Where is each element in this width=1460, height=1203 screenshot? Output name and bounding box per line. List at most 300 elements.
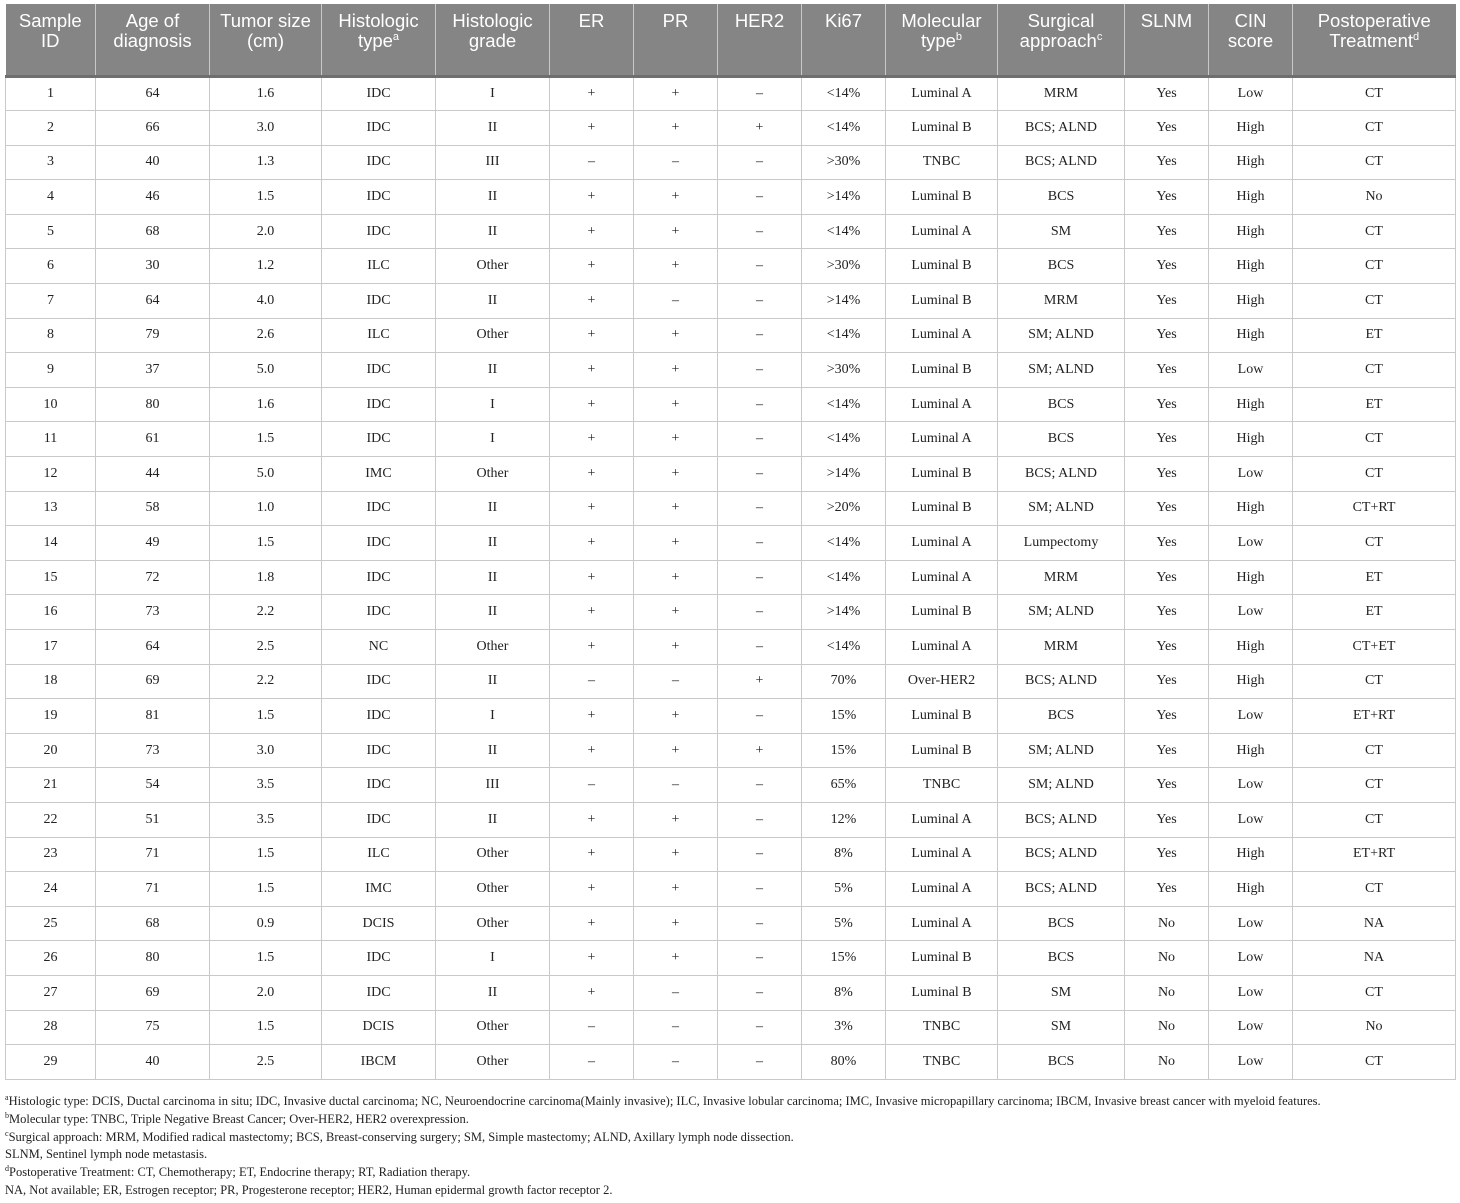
table-cell: + xyxy=(634,733,718,768)
table-cell: – xyxy=(718,768,802,803)
table-cell: <14% xyxy=(802,422,886,457)
table-cell: + xyxy=(550,214,634,249)
table-row xyxy=(6,491,1456,526)
table-cell: – xyxy=(718,249,802,284)
table-cell: 1.6 xyxy=(210,76,322,111)
footnotes xyxy=(5,1093,1455,1200)
table-cell: 6 xyxy=(6,249,96,284)
table-cell: Luminal B xyxy=(886,699,998,734)
table-cell: + xyxy=(550,975,634,1010)
table-cell: >20% xyxy=(802,491,886,526)
table-cell: ET+RT xyxy=(1293,699,1456,734)
table-cell: + xyxy=(550,249,634,284)
table-cell: 51 xyxy=(96,802,210,837)
table-cell: 1.6 xyxy=(210,387,322,422)
table-cell: 69 xyxy=(96,664,210,699)
table-cell: 12% xyxy=(802,802,886,837)
table-cell: 64 xyxy=(96,76,210,111)
table-cell: CT+ET xyxy=(1293,630,1456,665)
table-cell: >30% xyxy=(802,145,886,180)
table-cell: MRM xyxy=(998,76,1125,111)
table-cell: No xyxy=(1125,1045,1209,1080)
table-cell: 23 xyxy=(6,837,96,872)
table-cell: <14% xyxy=(802,630,886,665)
table-cell: NA xyxy=(1293,941,1456,976)
column-header-label: Histologic type xyxy=(338,10,419,51)
table-cell: 8% xyxy=(802,975,886,1010)
table-cell: BCS xyxy=(998,941,1125,976)
footnote-text: Molecular type: TNBC, Triple Negative Breast Cancer; Over-HER2, HER2 overexpression. xyxy=(9,1111,469,1126)
table-cell: 68 xyxy=(96,906,210,941)
table-row xyxy=(6,457,1456,492)
table-cell: Yes xyxy=(1125,180,1209,215)
table-cell: Yes xyxy=(1125,457,1209,492)
table-cell: Yes xyxy=(1125,630,1209,665)
table-cell: + xyxy=(634,872,718,907)
table-cell: – xyxy=(718,387,802,422)
table-row xyxy=(6,180,1456,215)
table-cell: + xyxy=(634,387,718,422)
table-cell: Yes xyxy=(1125,491,1209,526)
table-cell: + xyxy=(550,111,634,146)
table-cell: 37 xyxy=(96,353,210,388)
table-cell: DCIS xyxy=(322,1010,436,1045)
footnote-text: Histologic type: DCIS, Ductal carcinoma in situ; IDC, Invasive ductal carcinoma; NC, Neuroendocrine carcinoma(Mainly invasive); ILC, Invasive lobular carcinoma; IMC, Invasive micropapillary carcinoma; IBCM, Invasive breast cancer with myeloid features. xyxy=(8,1094,1321,1108)
table-cell: BCS xyxy=(998,906,1125,941)
table-cell: 9 xyxy=(6,353,96,388)
table-cell: – xyxy=(718,422,802,457)
table-cell: 2.5 xyxy=(210,1045,322,1080)
table-cell: 73 xyxy=(96,595,210,630)
table-cell: TNBC xyxy=(886,768,998,803)
table-cell: II xyxy=(436,491,550,526)
table-cell: + xyxy=(550,422,634,457)
table-cell: II xyxy=(436,975,550,1010)
table-cell: 2 xyxy=(6,111,96,146)
table-cell: 80 xyxy=(96,387,210,422)
table-cell: III xyxy=(436,768,550,803)
table-cell: BCS; ALND xyxy=(998,145,1125,180)
table-cell: >14% xyxy=(802,457,886,492)
table-cell: Luminal B xyxy=(886,733,998,768)
table-cell: Luminal B xyxy=(886,111,998,146)
table-cell: 80 xyxy=(96,941,210,976)
table-cell: <14% xyxy=(802,387,886,422)
table-cell: + xyxy=(550,318,634,353)
table-cell: <14% xyxy=(802,214,886,249)
table-cell: High xyxy=(1209,145,1293,180)
table-row xyxy=(6,768,1456,803)
table-cell: Yes xyxy=(1125,353,1209,388)
column-header xyxy=(1293,4,1456,76)
table-cell: No xyxy=(1125,941,1209,976)
column-header-label: SLNM xyxy=(1140,10,1193,31)
footnote-marker: d xyxy=(5,1164,9,1174)
table-row xyxy=(6,733,1456,768)
table-cell: Yes xyxy=(1125,111,1209,146)
table-cell: CT xyxy=(1293,768,1456,803)
table-cell: 75 xyxy=(96,1010,210,1045)
table-cell: 16 xyxy=(6,595,96,630)
table-row xyxy=(6,872,1456,907)
table-row xyxy=(6,353,1456,388)
table-row xyxy=(6,387,1456,422)
table-cell: TNBC xyxy=(886,1045,998,1080)
table-cell: SM; ALND xyxy=(998,353,1125,388)
column-header-label: Molecular type xyxy=(901,10,982,51)
table-cell: II xyxy=(436,560,550,595)
table-cell: 68 xyxy=(96,214,210,249)
table-cell: 40 xyxy=(96,145,210,180)
table-cell: Luminal B xyxy=(886,975,998,1010)
table-cell: Low xyxy=(1209,595,1293,630)
table-cell: + xyxy=(634,180,718,215)
table-cell: + xyxy=(634,560,718,595)
table-cell: SM; ALND xyxy=(998,595,1125,630)
table-cell: II xyxy=(436,664,550,699)
column-header xyxy=(886,4,998,76)
table-cell: 7 xyxy=(6,284,96,319)
table-cell: 5 xyxy=(6,214,96,249)
table-cell: IDC xyxy=(322,214,436,249)
table-cell: 11 xyxy=(6,422,96,457)
table-cell: Yes xyxy=(1125,733,1209,768)
table-cell: High xyxy=(1209,318,1293,353)
table-cell: CT xyxy=(1293,1045,1456,1080)
table-cell: ET xyxy=(1293,387,1456,422)
table-cell: 58 xyxy=(96,491,210,526)
table-cell: Luminal A xyxy=(886,526,998,561)
footnote xyxy=(5,1111,1455,1129)
table-cell: BCS; ALND xyxy=(998,664,1125,699)
table-cell: High xyxy=(1209,111,1293,146)
table-cell: Low xyxy=(1209,768,1293,803)
table-cell: 2.6 xyxy=(210,318,322,353)
table-row xyxy=(6,1010,1456,1045)
table-cell: I xyxy=(436,941,550,976)
table-cell: Luminal B xyxy=(886,249,998,284)
table-row xyxy=(6,526,1456,561)
table-cell: Low xyxy=(1209,699,1293,734)
table-cell: 3.5 xyxy=(210,768,322,803)
table-cell: 66 xyxy=(96,111,210,146)
table-cell: BCS xyxy=(998,249,1125,284)
table-row xyxy=(6,76,1456,111)
table-cell: + xyxy=(634,595,718,630)
table-cell: 54 xyxy=(96,768,210,803)
table-cell: 2.0 xyxy=(210,975,322,1010)
table-cell: 1.5 xyxy=(210,699,322,734)
table-cell: >30% xyxy=(802,249,886,284)
table-cell: Low xyxy=(1209,353,1293,388)
table-cell: Other xyxy=(436,1045,550,1080)
table-cell: BCS; ALND xyxy=(998,837,1125,872)
table-cell: 49 xyxy=(96,526,210,561)
table-cell: – xyxy=(718,491,802,526)
table-cell: CT xyxy=(1293,353,1456,388)
table-cell: High xyxy=(1209,422,1293,457)
table-cell: II xyxy=(436,214,550,249)
table-cell: I xyxy=(436,387,550,422)
table-cell: + xyxy=(634,630,718,665)
table-cell: ET xyxy=(1293,560,1456,595)
table-cell: II xyxy=(436,526,550,561)
table-cell: IDC xyxy=(322,387,436,422)
table-cell: – xyxy=(634,145,718,180)
table-cell: Yes xyxy=(1125,284,1209,319)
column-header-label: CIN score xyxy=(1227,10,1274,51)
table-cell: 4.0 xyxy=(210,284,322,319)
table-cell: 2.2 xyxy=(210,664,322,699)
table-cell: Over-HER2 xyxy=(886,664,998,699)
table-cell: 64 xyxy=(96,630,210,665)
table-cell: 64 xyxy=(96,284,210,319)
table-cell: Luminal A xyxy=(886,630,998,665)
table-cell: Luminal B xyxy=(886,284,998,319)
table-cell: Other xyxy=(436,837,550,872)
table-cell: Other xyxy=(436,1010,550,1045)
table-cell: BCS; ALND xyxy=(998,111,1125,146)
table-cell: Low xyxy=(1209,457,1293,492)
table-cell: 12 xyxy=(6,457,96,492)
table-cell: 1.5 xyxy=(210,422,322,457)
table-cell: >14% xyxy=(802,595,886,630)
table-cell: Luminal A xyxy=(886,422,998,457)
table-row xyxy=(6,595,1456,630)
table-cell: CT xyxy=(1293,457,1456,492)
table-cell: Low xyxy=(1209,1045,1293,1080)
table-cell: BCS xyxy=(998,699,1125,734)
table-cell: 1 xyxy=(6,76,96,111)
table-cell: Low xyxy=(1209,526,1293,561)
table-cell: <14% xyxy=(802,560,886,595)
table-cell: Yes xyxy=(1125,872,1209,907)
table-row xyxy=(6,422,1456,457)
table-cell: + xyxy=(634,76,718,111)
table-cell: IDC xyxy=(322,353,436,388)
table-cell: CT xyxy=(1293,526,1456,561)
table-cell: II xyxy=(436,111,550,146)
table-cell: 5% xyxy=(802,906,886,941)
table-cell: ET xyxy=(1293,318,1456,353)
table-cell: Luminal B xyxy=(886,457,998,492)
table-cell: SM; ALND xyxy=(998,733,1125,768)
table-cell: 69 xyxy=(96,975,210,1010)
table-cell: + xyxy=(634,906,718,941)
table-row xyxy=(6,560,1456,595)
table-cell: High xyxy=(1209,491,1293,526)
table-cell: Luminal A xyxy=(886,802,998,837)
table-cell: 13 xyxy=(6,491,96,526)
column-header xyxy=(550,4,634,76)
table-cell: – xyxy=(718,318,802,353)
table-cell: + xyxy=(550,699,634,734)
table-cell: Yes xyxy=(1125,595,1209,630)
table-cell: + xyxy=(634,249,718,284)
table-cell: High xyxy=(1209,284,1293,319)
table-cell: 61 xyxy=(96,422,210,457)
table-cell: IDC xyxy=(322,76,436,111)
footnote-marker: a xyxy=(5,1092,9,1102)
table-cell: CT xyxy=(1293,249,1456,284)
table-cell: SM; ALND xyxy=(998,318,1125,353)
table-cell: + xyxy=(550,733,634,768)
table-cell: I xyxy=(436,76,550,111)
table-cell: Yes xyxy=(1125,802,1209,837)
table-cell: 73 xyxy=(96,733,210,768)
table-cell: 29 xyxy=(6,1045,96,1080)
table-cell: Yes xyxy=(1125,699,1209,734)
table-cell: I xyxy=(436,699,550,734)
table-cell: Yes xyxy=(1125,768,1209,803)
table-cell: ILC xyxy=(322,318,436,353)
table-cell: ET+RT xyxy=(1293,837,1456,872)
table-cell: IDC xyxy=(322,768,436,803)
table-cell: – xyxy=(550,1010,634,1045)
table-cell: IDC xyxy=(322,284,436,319)
table-cell: BCS xyxy=(998,180,1125,215)
table-cell: IDC xyxy=(322,180,436,215)
table-cell: – xyxy=(718,284,802,319)
table-cell: – xyxy=(634,1010,718,1045)
table-cell: – xyxy=(634,664,718,699)
table-cell: Luminal B xyxy=(886,491,998,526)
table-cell: – xyxy=(550,1045,634,1080)
table-cell: + xyxy=(550,76,634,111)
table-cell: Yes xyxy=(1125,387,1209,422)
table-cell: TNBC xyxy=(886,1010,998,1045)
table-cell: >14% xyxy=(802,180,886,215)
table-row xyxy=(6,318,1456,353)
table-cell: IDC xyxy=(322,595,436,630)
column-header xyxy=(436,4,550,76)
table-row xyxy=(6,975,1456,1010)
column-header-label: PR xyxy=(662,10,689,31)
table-cell: CT xyxy=(1293,872,1456,907)
column-header-label: HER2 xyxy=(734,10,785,31)
table-cell: Other xyxy=(436,249,550,284)
table-cell: 14 xyxy=(6,526,96,561)
table-cell: IDC xyxy=(322,664,436,699)
table-cell: II xyxy=(436,284,550,319)
table-cell: + xyxy=(550,353,634,388)
table-cell: Other xyxy=(436,457,550,492)
table-cell: 25 xyxy=(6,906,96,941)
table-cell: CT xyxy=(1293,284,1456,319)
table-cell: CT xyxy=(1293,214,1456,249)
table-cell: 1.5 xyxy=(210,941,322,976)
table-cell: 22 xyxy=(6,802,96,837)
table-cell: No xyxy=(1125,975,1209,1010)
footnote-marker: c xyxy=(1096,30,1103,43)
table-cell: IDC xyxy=(322,733,436,768)
table-cell: Other xyxy=(436,318,550,353)
table-cell: High xyxy=(1209,214,1293,249)
table-cell: 19 xyxy=(6,699,96,734)
table-cell: + xyxy=(718,733,802,768)
table-cell: Yes xyxy=(1125,214,1209,249)
table-cell: 80% xyxy=(802,1045,886,1080)
table-row xyxy=(6,111,1456,146)
column-header xyxy=(634,4,718,76)
table-cell: 26 xyxy=(6,941,96,976)
table-cell: 40 xyxy=(96,1045,210,1080)
table-row xyxy=(6,837,1456,872)
table-cell: NA xyxy=(1293,906,1456,941)
footnote-text: Surgical approach: MRM, Modified radical mastectomy; BCS, Breast-conserving surgery; SM, Simple mastectomy; ALND, Axillary lymph node dissection. xyxy=(8,1129,794,1144)
table-cell: Low xyxy=(1209,941,1293,976)
table-cell: + xyxy=(550,457,634,492)
table-cell: 28 xyxy=(6,1010,96,1045)
table-cell: High xyxy=(1209,560,1293,595)
table-cell: Luminal A xyxy=(886,318,998,353)
table-cell: – xyxy=(718,214,802,249)
table-cell: BCS xyxy=(998,387,1125,422)
table-cell: CT xyxy=(1293,111,1456,146)
table-cell: 72 xyxy=(96,560,210,595)
table-cell: MRM xyxy=(998,630,1125,665)
table-cell: – xyxy=(718,353,802,388)
table-cell: IDC xyxy=(322,111,436,146)
table-body xyxy=(6,76,1456,1079)
table-cell: + xyxy=(634,941,718,976)
table-cell: TNBC xyxy=(886,145,998,180)
table-cell: 2.5 xyxy=(210,630,322,665)
table-cell: Luminal B xyxy=(886,595,998,630)
table-cell: II xyxy=(436,802,550,837)
table-row xyxy=(6,214,1456,249)
table-cell: Other xyxy=(436,872,550,907)
column-header xyxy=(998,4,1125,76)
patient-characteristics-table xyxy=(5,4,1456,1080)
footnote-text: NA, Not available; ER, Estrogen receptor; PR, Progesterone receptor; HER2, Human epidermal growth factor receptor 2. xyxy=(5,1182,613,1197)
table-cell: 8% xyxy=(802,837,886,872)
table-cell: + xyxy=(550,180,634,215)
table-cell: >30% xyxy=(802,353,886,388)
table-cell: 3.0 xyxy=(210,733,322,768)
table-row xyxy=(6,630,1456,665)
table-cell: Yes xyxy=(1125,249,1209,284)
table-cell: + xyxy=(550,802,634,837)
table-row xyxy=(6,906,1456,941)
table-cell: No xyxy=(1125,906,1209,941)
table-cell: Luminal B xyxy=(886,941,998,976)
table-cell: + xyxy=(550,387,634,422)
table-cell: 1.5 xyxy=(210,180,322,215)
table-cell: Other xyxy=(436,630,550,665)
table-cell: High xyxy=(1209,872,1293,907)
table-cell: + xyxy=(550,491,634,526)
table-cell: Low xyxy=(1209,802,1293,837)
footnote-marker: b xyxy=(5,1110,9,1120)
table-cell: 79 xyxy=(96,318,210,353)
table-row xyxy=(6,145,1456,180)
table-cell: IDC xyxy=(322,526,436,561)
table-cell: + xyxy=(634,699,718,734)
column-header-label: Postoperative Treatment xyxy=(1317,10,1431,51)
column-header-label: Tumor size (cm) xyxy=(220,10,311,51)
table-cell: 2.2 xyxy=(210,595,322,630)
table-cell: BCS; ALND xyxy=(998,802,1125,837)
table-cell: BCS; ALND xyxy=(998,457,1125,492)
footnote-marker: c xyxy=(5,1128,9,1138)
table-cell: 24 xyxy=(6,872,96,907)
table-row xyxy=(6,699,1456,734)
table-cell: 70% xyxy=(802,664,886,699)
table-cell: – xyxy=(718,699,802,734)
table-cell: SM xyxy=(998,975,1125,1010)
table-cell: 20 xyxy=(6,733,96,768)
